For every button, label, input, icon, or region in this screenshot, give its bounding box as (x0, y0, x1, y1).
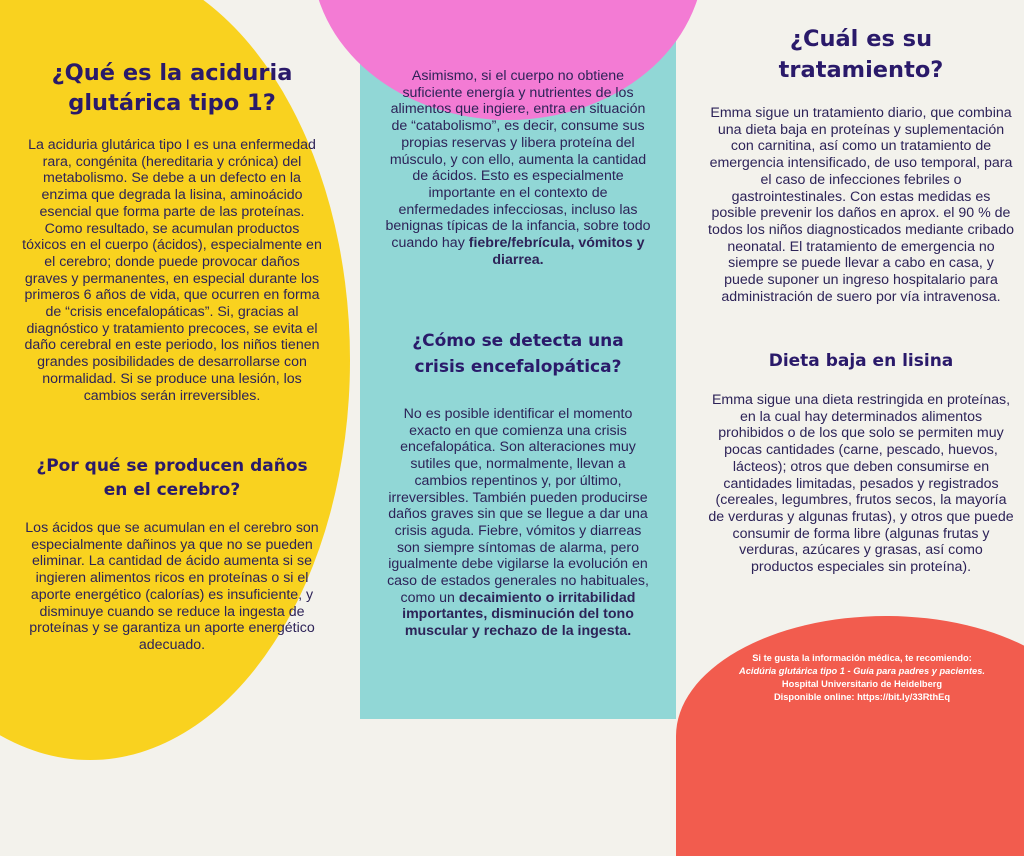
title-line: tratamiento? (778, 57, 944, 83)
section-title-tratamiento (708, 24, 1014, 86)
section-body-que-es: La aciduria glutárica tipo I es una enfermedad rara, congénita (hereditaria y crónica) del metabolismo. Se debe a un defecto en la enzima que degrada la lisina, aminoácido esencial que forma parte de las proteínas. Como resultado, se acumulan productos tóxicos en el cuerpo (ácidos), especialmente en el cerebro; donde puede provocar daños graves y permanentes, en especial durante los primeros 6 años de vida, que ocurren en forma de “crisis encefalopáticas”. Si, gracias al diagnóstico y tratamiento precoces, se evita el daño cerebral en este periodo, los niños tienen grandes posibilidades de desarrollarse con normalidad. Si se produce una lesión, los cambios serán irreversibles. (22, 137, 322, 404)
section-title-por-que (22, 454, 322, 502)
body-bold-text: fiebre/febrícula, vómitos y diarrea. (468, 235, 645, 268)
title-line: en el cerebro? (103, 480, 241, 500)
section-body-como-detecta (382, 406, 654, 640)
section-title-dieta: Dieta baja en lisina (768, 351, 954, 371)
footer-line-hospital: Hospital Universitario de Heidelberg (781, 679, 943, 689)
footer-recommendation (700, 652, 1024, 704)
section-body-tratamiento: Emma sigue un tratamiento diario, que combina una dieta baja en proteínas y suplementación con carnitina, así como un tratamiento de emergencia intensificado, de uso temporal, para el caso de infecciones febriles o gastrointestinales. Con estas medidas es posible prevenir los daños en aprox. el 90 % de todos los niños diagnosticados mediante cribado neonatal. El tratamiento de emergencia no siempre se puede llevar a cabo en casa, y puede suponer un ingreso hospitalario para administración de suero por vía intravenosa. (708, 105, 1015, 305)
body-text: Asimismo, si el cuerpo no obtiene suficiente energía y nutrientes de los alimentos que ingiere, entra en situación de “catabolismo”, es decir, consume sus propias reservas y libera proteína del músculo, y con ello, aumenta la cantidad de ácidos. Esto es especialmente importante en el contexto de enfermedades infecciosas, incluso las benignas típicas de la infancia, sobre todo cuando hay (385, 68, 651, 252)
section-body-catabolismo (382, 68, 654, 268)
title-line: ¿Cómo se detecta una (412, 331, 624, 351)
title-line: ¿Por qué se producen daños (36, 456, 308, 476)
title-line: ¿Qué es la aciduria (51, 60, 293, 86)
title-line: ¿Cuál es su (789, 26, 933, 52)
footer-line-intro: Si te gusta la información médica, te recomiendo: (752, 653, 972, 663)
footer-line-link[interactable]: Disponible online: https://bit.ly/33RthEq (773, 692, 951, 702)
body-text: No es posible identificar el momento exacto en que comienza una crisis encefalopática. Son alteraciones muy sutiles que, normalmente, llevan a cambios repentinos y, por último, irreversibles. También pueden producirse daños graves sin que se llegue a dar una crisis aguda. Fiebre, vómitos y diarreas son siempre síntomas de alarma, pero igualmente debe vigilarse la evolución en caso de estados generales no habituales, como un (387, 406, 649, 606)
title-line: glutárica tipo 1? (68, 90, 276, 116)
body-bold-text: decaimiento o irritabilidad importantes, disminución del tono muscular y rechazo de la ingesta. (402, 589, 636, 640)
section-title-que-es (22, 58, 322, 118)
section-title-como-detecta (382, 328, 654, 380)
section-body-por-que: Los ácidos que se acumulan en el cerebro son especialmente dañinos ya que no se pueden eliminar. La cantidad de ácido aumenta si se ingieren alimentos ricos en proteínas o si el aporte energético (calorías) es insuficiente, y disminuye cuando se reduce la ingesta de proteínas y se garantiza un aporte energético adecuado. (25, 520, 319, 653)
title-line: crisis encefalopática? (414, 357, 622, 377)
section-body-dieta: Emma sigue una dieta restringida en proteínas, en la cual hay determinados alimentos prohibidos o de los que solo se permiten muy pocas cantidades (carne, pescado, huevos, lácteos); otros que deben consumirse en cantidades limitadas, pesados y registrados (cereales, legumbres, frutos secos, la mayoría de verduras y algunas frutas), y otros que puede consumir de forma libre (algunas frutas y verduras, azúcares y grasas, así como productos especiales sin proteína). (708, 392, 1014, 576)
footer-line-book-title: Acidúria glutárica tipo 1 - Guía para padres y pacientes. (739, 666, 985, 676)
